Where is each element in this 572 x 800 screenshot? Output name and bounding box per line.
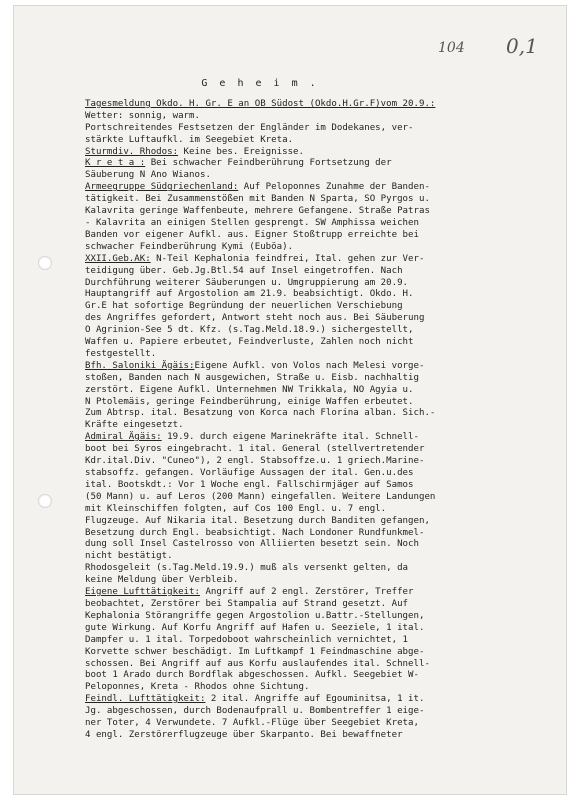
line-text: boot 1 Arado durch Bordflak abgeschossen. Aufkl. Seegebiet W- [85, 670, 419, 681]
report-line [85, 361, 555, 373]
report-line [85, 278, 555, 290]
line-text: Jg. abgeschossen, durch Bodenaufprall u. Bombentreffer 1 eige- [85, 706, 425, 717]
line-text: Kephalonia Störangriffe gegen Argostolion u.Battr.-Stellungen, [85, 610, 425, 621]
line-text: Portschreitendes Festsetzen der Engländer im Dodekanes, ver- [85, 122, 414, 133]
report-line [85, 659, 555, 671]
document-body [85, 78, 555, 742]
line-text: Kdr.ital.Div. "Cuneo"), 2 engl. Stabsoffze.u. 1 griech.Marine- [85, 456, 425, 467]
report-line [85, 242, 555, 254]
line-text: des Angriffes gefordert, Antwort steht noch aus. Bei Säuberung [85, 313, 425, 324]
section-heading: Armeegruppe Südgriechenland: [85, 182, 239, 193]
line-text: dung soll Insel Castelrosso von Alliierten besetzt sein. Noch [85, 539, 419, 550]
report-section [85, 147, 555, 159]
report-line [85, 289, 555, 301]
report-line [85, 718, 555, 730]
line-text: tätigkeit. Bei Zusammenstößen mit Banden N Sparta, SO Pyrgos u. [85, 194, 430, 205]
section-heading: K r e t a : [85, 158, 146, 169]
line-text: Banden vor eigener Aufkl. aus. Eigner Stoßtrupp erreichte bei [85, 229, 419, 240]
report-line [85, 123, 555, 135]
report-section [85, 361, 555, 432]
report-line [85, 111, 555, 123]
report-line [85, 599, 555, 611]
report-line [85, 313, 555, 325]
handwritten-mark: 0,1 [506, 34, 538, 58]
report-line [85, 528, 555, 540]
punch-hole [38, 256, 52, 270]
line-text: gute Wirkung. Auf Korfu Angriff auf Hafen u. Seeziele, 1 ital. [85, 622, 425, 633]
report-line [85, 206, 555, 218]
report-line [85, 694, 555, 706]
report-sections [85, 99, 555, 742]
report-line [85, 420, 555, 432]
report-line [85, 635, 555, 647]
report-line [85, 373, 555, 385]
report-line [85, 135, 555, 147]
report-line [85, 147, 555, 159]
line-text: Keine bes. Ereignisse. [178, 146, 305, 157]
report-line [85, 301, 555, 313]
report-section [85, 694, 555, 742]
report-line [85, 647, 555, 659]
report-section [85, 587, 555, 694]
line-text: Eigene Aufkl. von Volos nach Melesi vorge- [194, 360, 425, 371]
report-line [85, 539, 555, 551]
report-line [85, 194, 555, 206]
section-heading: XXII.Geb.AK: [85, 253, 151, 264]
report-line [85, 468, 555, 480]
report-line [85, 480, 555, 492]
report-line [85, 408, 555, 420]
line-text: Angriff auf 2 engl. Zerstörer, Treffer [199, 587, 414, 598]
report-line [85, 670, 555, 682]
line-text: O Agrinion-See 5 dt. Kfz. (s.Tag.Meld.18.9.) sichergestellt, [85, 325, 414, 336]
report-line [85, 456, 555, 468]
line-text: schossen. Bei Angriff auf aus Korfu auslaufendes ital. Schnell- [85, 658, 430, 669]
report-line [85, 623, 555, 635]
line-text: teidigung über. Geb.Jg.Btl.54 auf Insel eingetroffen. Nach [85, 265, 403, 276]
section-heading: Eigene Lufttätigkeit: [85, 587, 200, 598]
line-text: Besetzung durch Engl. beabsichtigt. Nach Londoner Rundfunkmel- [85, 527, 425, 538]
report-line [85, 706, 555, 718]
line-text: Bei schwacher Feindberührung Fortsetzung der [145, 158, 392, 169]
report-line [85, 587, 555, 599]
report-line [85, 170, 555, 182]
line-text: N Ptolemäis, geringe Feindberührung, einige Waffen erbeutet. [85, 396, 414, 407]
report-line [85, 218, 555, 230]
line-text: ner Toter, 4 Verwundete. 7 Aufkl.-Flüge über Seegebiet Kreta, [85, 718, 419, 729]
report-line [85, 349, 555, 361]
report-section [85, 99, 555, 111]
line-text: Peloponnes, Kreta - Rhodos ohne Sichtung. [85, 682, 310, 693]
report-section [85, 111, 555, 147]
report-line [85, 397, 555, 409]
report-line [85, 230, 555, 242]
line-text: Kalavrita geringe Waffenbeute, mehrere Gefangene. Straße Patras [85, 206, 430, 217]
line-text: - Kalavrita an einigen Stellen gesprengt. SW Amphissa weichen [85, 217, 419, 228]
report-line [85, 158, 555, 170]
line-text: Dampfer u. 1 ital. Torpedoboot wahrscheinlich vernichtet, 1 [85, 634, 409, 645]
line-text: nicht bestätigt. [85, 551, 173, 562]
line-text: Auf Peloponnes Zunahme der Banden- [238, 182, 430, 193]
report-line [85, 337, 555, 349]
line-text: Zum Abtrsp. ital. Besatzung von Korca nach Florina alban. Sich.- [85, 408, 436, 419]
line-text: Durchführung weiterer Säuberungen u. Umgruppierung am 20.9. [85, 277, 409, 288]
line-text: Flugzeuge. Auf Nikaria ital. Besetzung durch Banditen gefangen, [85, 515, 430, 526]
line-text: Gr.E hat sofortige Begründung der neuerlichen Verschiebung [85, 301, 403, 312]
line-text: festgestellt. [85, 348, 157, 359]
line-text: ital. Bootskdt.: Vor 1 Woche engl. Fallschirmjäger auf Samos [85, 479, 414, 490]
line-text: (50 Mann) u. auf Leros (200 Mann) eingefallen. Weitere Landungen [85, 491, 436, 502]
report-line [85, 563, 555, 575]
report-line [85, 551, 555, 563]
report-line [85, 444, 555, 456]
line-text: keine Meldung über Verbleib. [85, 575, 239, 586]
section-heading: Admiral Ägäis: [85, 432, 162, 443]
report-line [85, 492, 555, 504]
report-line [85, 730, 555, 742]
line-text: Hauptangriff auf Argostolion am 21.9. beabsichtigt. Okdo. H. [85, 289, 414, 300]
report-line [85, 516, 555, 528]
line-text: stoßen, Banden nach N ausgewichen, Straße u. Eisb. nachhaltig [85, 372, 419, 383]
section-heading: Bfh. Saloniki Ägäis: [85, 360, 195, 371]
report-line [85, 504, 555, 516]
line-text: 4 engl. Zerstörerflugzeuge über Skarpanto. Bei bewaffneter [85, 729, 403, 740]
line-text: boot bei Syros eingebracht. 1 ital. General (stellvertretender [85, 444, 425, 455]
line-text: Kräfte eingesetzt. [85, 420, 184, 431]
line-text: stärkte Luftaufkl. im Seegebiet Kreta. [85, 134, 294, 145]
report-line [85, 385, 555, 397]
line-text: schwacher Feindberührung Kymi (Euböa). [85, 241, 294, 252]
report-line [85, 325, 555, 337]
page-number-annotation: 104 [438, 40, 465, 56]
report-line [85, 575, 555, 587]
line-text: stabsoffz. gefangen. Vorläufige Aussagen der ital. Gen.u.des [85, 468, 414, 478]
line-text: Korvette schwer beschädigt. Im Luftkampf 1 Feindmaschine abge- [85, 646, 425, 657]
line-text: Wetter: sonnig, warm. [85, 110, 200, 121]
punch-hole [38, 494, 52, 508]
line-text: Waffen u. Papiere erbeutet, Feindverluste, Zahlen noch nicht [85, 337, 414, 348]
line-text: zerstört. Eigene Aufkl. Unternehmen NW Trikkala, NO Agyia u. [85, 384, 414, 395]
line-text: N-Teil Kephalonia feindfrei, Ital. gehen zur Ver- [150, 253, 425, 264]
report-section [85, 432, 555, 587]
report-section [85, 182, 555, 253]
section-heading: Tagesmeldung Okdo. H. Gr. E an OB Südost (Okdo.H.Gr.F)vom 20.9.: [85, 98, 436, 109]
line-text: mit Kleinschiffen folgten, auf Cos 100 Engl. u. 7 engl. [85, 503, 387, 514]
section-heading: Sturmdiv. Rhodos: [85, 146, 179, 157]
line-text: beobachtet, Zerstörer bei Stampalia auf Strand gesetzt. Auf [85, 598, 409, 609]
report-line [85, 432, 555, 444]
report-line [85, 682, 555, 694]
line-text: 19.9. durch eigene Marinekräfte ital. Schnell- [161, 432, 419, 443]
section-heading: Feindl. Lufttätigkeit: [85, 694, 206, 705]
report-line [85, 182, 555, 194]
report-line [85, 611, 555, 623]
line-text: Rhodosgeleit (s.Tag.Meld.19.9.) muß als versenkt gelten, da [85, 563, 409, 574]
report-line [85, 266, 555, 278]
line-text: Säuberung N Ano Wianos. [85, 170, 211, 181]
report-section [85, 254, 555, 361]
line-text: 2 ital. Angriffe auf Egouminitsa, 1 it. [205, 694, 425, 705]
report-section [85, 158, 555, 182]
report-line [85, 254, 555, 266]
document-title: G e h e i m . [201, 78, 319, 89]
